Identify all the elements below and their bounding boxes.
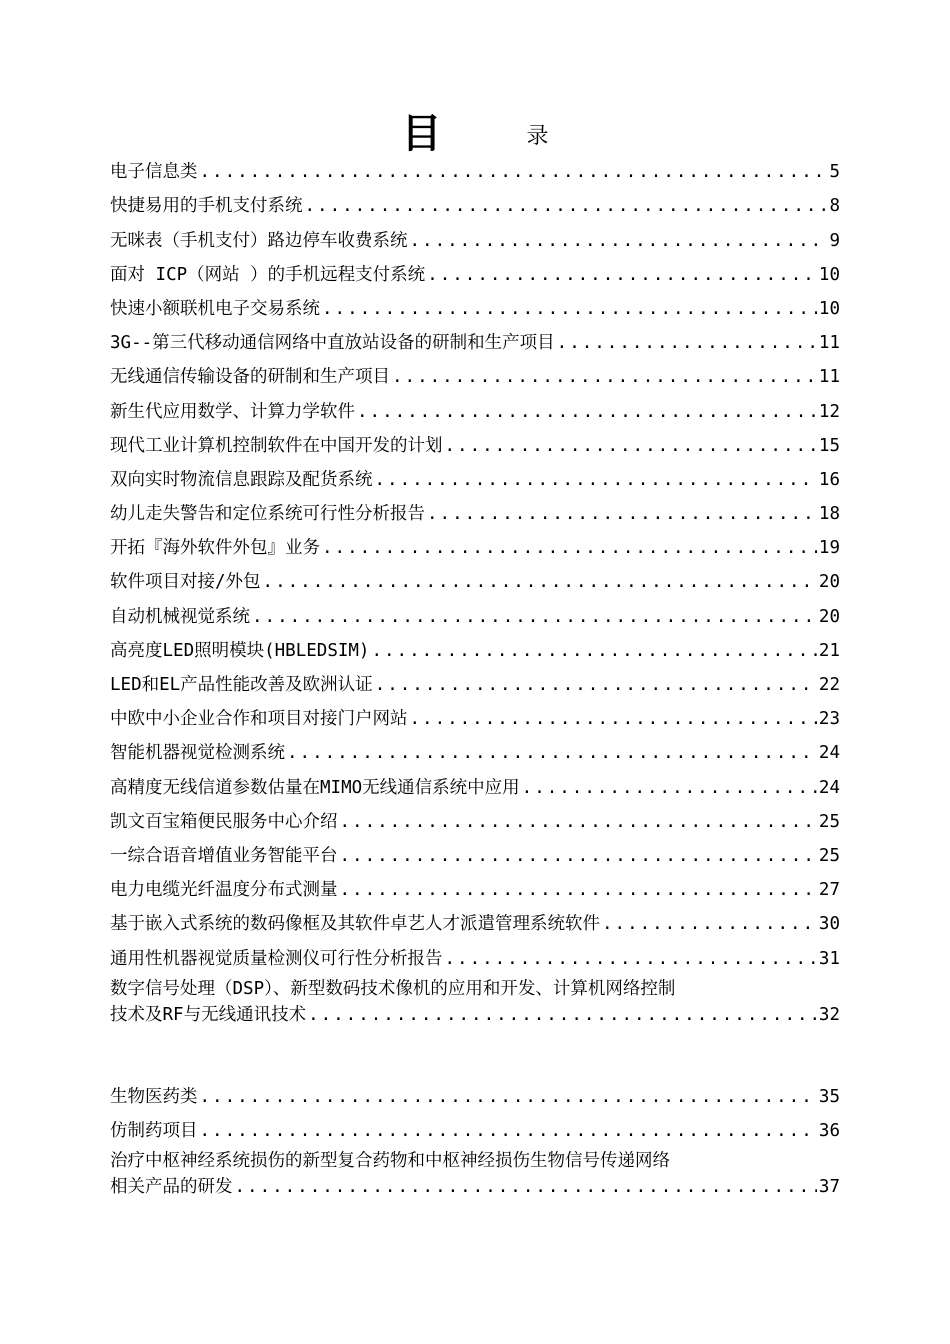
toc-entry-label: 高精度无线信道参数估量在MIMO无线通信系统中应用 — [110, 777, 520, 798]
toc-entry-label: 生物医药类 — [110, 1086, 198, 1107]
dot-leader — [375, 668, 817, 702]
toc-entry-page: 11 — [818, 367, 840, 388]
toc-entry-label: 幼儿走失警告和定位系统可行性分析报告 — [110, 504, 425, 525]
toc-entry-label-line1: 数字信号处理（DSP）、新型数码技术像机的应用和开发、计算机网络控制 — [110, 978, 676, 999]
toc-entry-page: 20 — [818, 572, 840, 593]
toc-entry-label: 新生代应用数学、计算力学软件 — [110, 401, 355, 422]
toc-entry-page: 23 — [818, 709, 840, 730]
toc-entry-label: 智能机器视觉检测系统 — [110, 743, 285, 764]
dot-leader — [392, 360, 817, 394]
dot-leader — [445, 942, 817, 976]
toc-entry-label-line1: 治疗中枢神经系统损伤的新型复合药物和中枢神经损伤生物信号传递网络 — [110, 1150, 670, 1171]
toc-entry-page: 11 — [818, 333, 840, 354]
toc-entry-page: 32 — [818, 1004, 840, 1025]
toc-entry-label: 开拓『海外软件外包』业务 — [110, 538, 320, 559]
toc-entry[interactable] — [110, 702, 840, 736]
toc-entry-page: 31 — [818, 948, 840, 969]
toc-entry-label: 高亮度LED照明模块(HBLEDSIM) — [110, 640, 370, 661]
toc-entry-page: 20 — [818, 606, 840, 627]
toc-entry-label: 仿制药项目 — [110, 1120, 198, 1141]
toc-entry-page: 19 — [818, 538, 840, 559]
toc-entry-page: 30 — [818, 914, 840, 935]
toc-entry[interactable] — [110, 531, 840, 565]
dot-leader — [200, 1114, 817, 1148]
dot-leader — [427, 497, 817, 531]
dot-leader — [427, 258, 817, 292]
title-sub: 录 — [526, 124, 549, 149]
dot-leader — [410, 702, 817, 736]
toc-entry-label: 无线通信传输设备的研制和生产项目 — [110, 367, 390, 388]
toc-entry[interactable] — [110, 189, 840, 223]
toc-entry[interactable] — [110, 1148, 840, 1204]
dot-leader — [287, 736, 817, 770]
toc-entry[interactable] — [110, 155, 840, 189]
toc-entry[interactable] — [110, 326, 840, 360]
toc-entry-label: 凯文百宝箱便民服务中心介绍 — [110, 811, 338, 832]
toc-entry-page: 15 — [818, 435, 840, 456]
toc-entry-label: 通用性机器视觉质量检测仪可行性分析报告 — [110, 948, 443, 969]
toc-entry-label: 中欧中小企业合作和项目对接门户网站 — [110, 709, 408, 730]
toc-entry-page: 21 — [818, 640, 840, 661]
toc-entry[interactable] — [110, 976, 840, 1032]
dot-leader — [340, 839, 817, 873]
dot-leader — [305, 189, 828, 223]
dot-leader — [340, 873, 817, 907]
toc-entry-label: 快捷易用的手机支付系统 — [110, 196, 303, 217]
toc-entry-page: 36 — [818, 1120, 840, 1141]
toc-entry[interactable] — [110, 736, 840, 770]
toc-entry-page: 35 — [818, 1086, 840, 1107]
toc-entry[interactable] — [110, 292, 840, 326]
toc-entry-page: 10 — [818, 298, 840, 319]
toc-entry-page: 37 — [818, 1176, 840, 1197]
dot-leader — [522, 771, 817, 805]
toc-entry[interactable] — [110, 394, 840, 428]
dot-leader — [340, 805, 817, 839]
toc-entry[interactable] — [110, 805, 840, 839]
dot-leader — [235, 1174, 817, 1200]
toc-entry-page: 10 — [818, 264, 840, 285]
toc-entry-label: 电力电缆光纤温度分布式测量 — [110, 880, 338, 901]
dot-leader — [375, 463, 817, 497]
toc-entry[interactable] — [110, 463, 840, 497]
toc-entry[interactable] — [110, 770, 840, 804]
dot-leader — [602, 907, 817, 941]
toc-entry[interactable] — [110, 1080, 840, 1114]
toc-entry-page: 25 — [818, 811, 840, 832]
dot-leader — [200, 1080, 817, 1114]
dot-leader — [410, 224, 828, 258]
toc-entry-label: 基于嵌入式系统的数码像框及其软件卓艺人才派遣管理系统软件 — [110, 914, 600, 935]
toc-entry-page: 24 — [818, 743, 840, 764]
toc-entry-label: LED和EL产品性能改善及欧洲认证 — [110, 675, 373, 695]
toc-entry-label: 相关产品的研发 — [110, 1176, 233, 1197]
toc-entry[interactable] — [110, 360, 840, 394]
toc-entry[interactable] — [110, 668, 840, 702]
toc-entry-label: 面对 ICP（网站 ）的手机远程支付系统 — [110, 264, 426, 285]
toc-entry[interactable] — [110, 839, 840, 873]
title-main: 目 — [401, 110, 442, 157]
toc-entry-page: 8 — [829, 196, 840, 217]
toc-entry-label: 一综合语音增值业务智能平台 — [110, 845, 338, 866]
dot-leader — [252, 600, 817, 634]
table-of-contents — [110, 155, 840, 1204]
toc-entry-label: 双向实时物流信息跟踪及配货系统 — [110, 469, 373, 490]
toc-entry[interactable] — [110, 497, 840, 531]
toc-entry-page: 22 — [818, 675, 840, 695]
dot-leader — [371, 634, 816, 668]
section-gap — [110, 1032, 840, 1080]
dot-leader — [445, 429, 817, 463]
toc-entry[interactable] — [110, 258, 840, 292]
toc-entry-label: 现代工业计算机控制软件在中国开发的计划 — [110, 435, 443, 456]
dot-leader — [200, 155, 828, 189]
toc-entry-page: 27 — [818, 880, 840, 901]
toc-entry[interactable] — [110, 1114, 840, 1148]
toc-entry[interactable] — [110, 907, 840, 941]
dot-leader — [308, 1002, 817, 1028]
dot-leader — [557, 326, 817, 360]
toc-entry[interactable] — [110, 223, 840, 257]
dot-leader — [322, 292, 817, 326]
toc-entry-page: 25 — [818, 845, 840, 866]
toc-entry-label: 快速小额联机电子交易系统 — [110, 298, 320, 319]
toc-entry[interactable] — [110, 873, 840, 907]
toc-entry-label: 3G--第三代移动通信网络中直放站设备的研制和生产项目 — [110, 333, 555, 354]
toc-entry[interactable] — [110, 599, 840, 633]
toc-entry[interactable] — [110, 429, 840, 463]
dot-leader — [263, 565, 817, 599]
toc-entry-page: 5 — [829, 162, 840, 183]
toc-entry-label: 无咪表（手机支付）路边停车收费系统 — [110, 230, 408, 251]
toc-entry-page: 18 — [818, 504, 840, 525]
toc-entry-page: 9 — [829, 230, 840, 251]
dot-leader — [357, 395, 817, 429]
toc-title — [0, 102, 950, 159]
toc-entry-label: 技术及RF与无线通讯技术 — [110, 1004, 307, 1025]
toc-entry-page: 16 — [818, 469, 840, 490]
toc-entry[interactable] — [110, 941, 840, 975]
toc-entry[interactable] — [110, 565, 840, 599]
dot-leader — [322, 531, 817, 565]
toc-entry-page: 12 — [818, 401, 840, 422]
toc-entry-page: 24 — [818, 777, 840, 798]
toc-entry-label: 电子信息类 — [110, 162, 198, 183]
toc-entry[interactable] — [110, 634, 840, 668]
toc-entry-label: 软件项目对接/外包 — [110, 572, 261, 593]
toc-entry-label: 自动机械视觉系统 — [110, 606, 250, 627]
